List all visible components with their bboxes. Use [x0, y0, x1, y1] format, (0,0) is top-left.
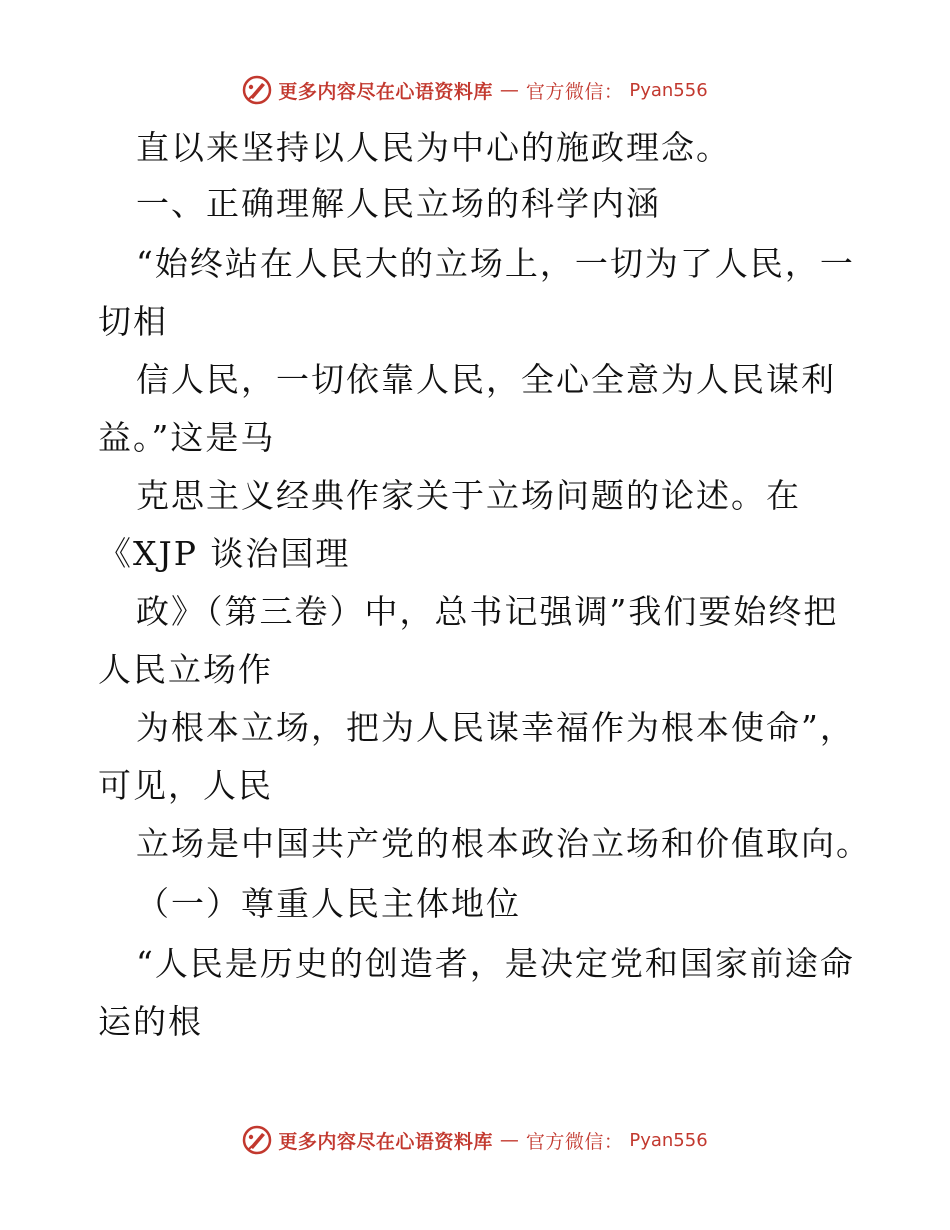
document-line-3: “始终站在人民大的立场上，一切为了人民，一 [136, 244, 855, 283]
document-line-5: 信人民，一切依靠人民，全心全意为人民谋利 [136, 360, 836, 399]
document-line-7: 克思主义经典作家关于立场问题的论述。在 [136, 476, 801, 515]
banner-main-text: 更多内容尽在心语资料库 [278, 80, 493, 103]
document-line-12: 可见，人民 [98, 766, 273, 805]
banner-wechat-label: 官方微信： [525, 1130, 624, 1153]
quill-seal-logo-icon [242, 75, 272, 105]
banner-content [242, 1125, 707, 1155]
footer-banner [0, 1122, 950, 1158]
document-line-8: 《XJP 谈治国理 [98, 534, 351, 573]
document-line-16: 运的根 [98, 1002, 203, 1041]
document-line-9: 政》（第三卷）中，总书记强调”我们要始终把 [136, 592, 839, 631]
document-line-4: 切相 [98, 302, 168, 341]
document-line-15: “人民是历史的创造者，是决定党和国家前途命 [136, 944, 855, 983]
document-line-14: （一）尊重人民主体地位 [136, 884, 521, 923]
banner-wechat-label: 官方微信： [525, 80, 624, 103]
banner-content [242, 75, 707, 105]
document-line-11: 为根本立场，把为人民谋幸福作为根本使命”， [136, 708, 855, 747]
document-line-6: 益。”这是马 [98, 418, 276, 457]
document-line-13: 立场是中国共产党的根本政治立场和价值取向。 [136, 824, 871, 863]
banner-main-text: 更多内容尽在心语资料库 [278, 1130, 493, 1153]
document-line-2: 一、正确理解人民立场的科学内涵 [136, 184, 661, 223]
document-line-10: 人民立场作 [98, 650, 273, 689]
banner-wechat-id: Pyan556 [629, 79, 708, 101]
header-banner [0, 72, 950, 108]
banner-wechat-id: Pyan556 [629, 1129, 708, 1151]
banner-dash: — [499, 79, 519, 101]
document-line-1: 直以来坚持以人民为中心的施政理念。 [136, 128, 731, 167]
banner-dash: — [499, 1129, 519, 1151]
quill-seal-logo-icon [242, 1125, 272, 1155]
